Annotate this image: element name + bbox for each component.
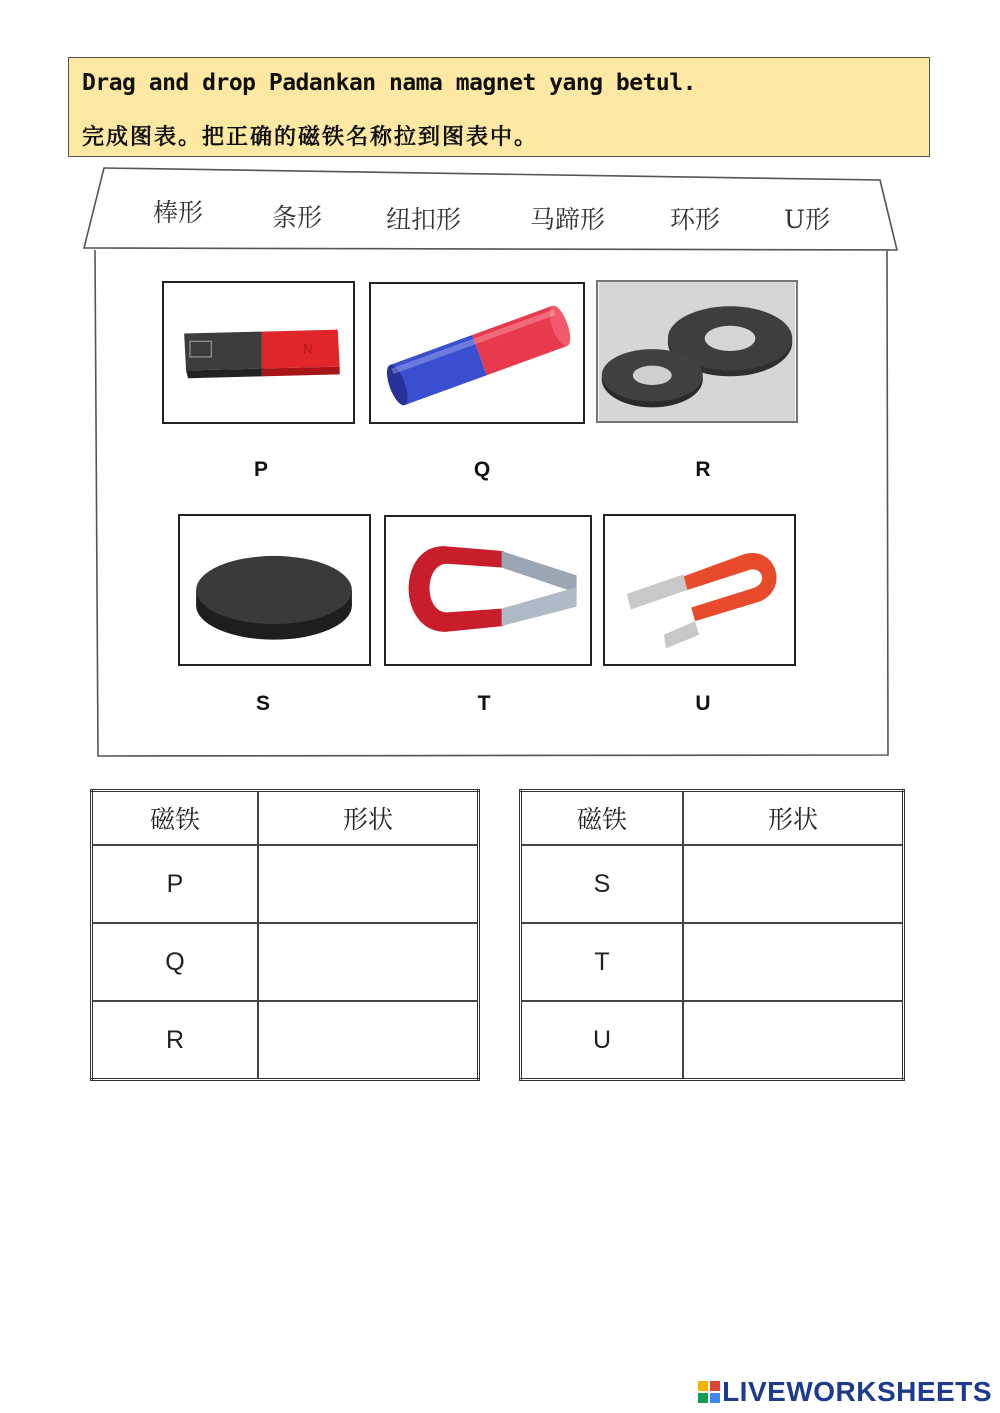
- cylinder-magnet-picture: [369, 282, 585, 424]
- word-niukou-xing[interactable]: 纽扣形: [386, 205, 462, 234]
- answer-table-left: [90, 789, 480, 1081]
- brand-name: LIVEWORKSHEETS: [722, 1376, 992, 1407]
- table-header-magnet: 磁铁: [92, 791, 259, 846]
- table-row: [521, 1001, 904, 1080]
- table-row: [92, 1001, 479, 1080]
- u-magnet-picture: [603, 514, 796, 666]
- letter-label-t: T: [477, 692, 491, 715]
- table-header-magnet: 磁铁: [521, 791, 684, 846]
- word-u-xing[interactable]: U形: [784, 205, 831, 234]
- row-letter-s: S: [521, 845, 684, 923]
- letter-label-p: P: [253, 458, 268, 481]
- letter-label-s: S: [255, 692, 270, 715]
- liveworksheets-icon: [698, 1381, 720, 1403]
- row-letter-u: U: [521, 1001, 684, 1080]
- drop-zone-p[interactable]: [258, 845, 479, 923]
- button-magnet-picture: [178, 514, 371, 666]
- drop-zone-q[interactable]: [258, 923, 479, 1001]
- word-bang-xing[interactable]: 棒形: [153, 198, 204, 227]
- table-header-shape: 形状: [258, 791, 479, 846]
- drop-zone-u[interactable]: [683, 1001, 904, 1080]
- row-letter-q: Q: [92, 923, 259, 1001]
- letter-label-q: Q: [473, 458, 491, 481]
- drop-zone-t[interactable]: [683, 923, 904, 1001]
- svg-text:N: N: [302, 341, 313, 358]
- letter-label-u: U: [695, 692, 711, 715]
- table-row: [92, 845, 479, 923]
- bar-magnet-picture: [162, 281, 355, 424]
- ring-magnets-picture: [596, 280, 798, 423]
- table-header-shape: 形状: [683, 791, 904, 846]
- letter-label-r: R: [695, 458, 711, 481]
- drop-zone-s[interactable]: [683, 845, 904, 923]
- table-row: [92, 923, 479, 1001]
- row-letter-p: P: [92, 845, 259, 923]
- row-letter-r: R: [92, 1001, 259, 1080]
- table-row: [521, 923, 904, 1001]
- word-huan-xing[interactable]: 环形: [670, 205, 721, 234]
- word-mati-xing[interactable]: 马蹄形: [530, 205, 606, 234]
- liveworksheets-logo: [698, 1376, 992, 1408]
- answer-table-right: [519, 789, 905, 1081]
- table-row: [521, 845, 904, 923]
- row-letter-t: T: [521, 923, 684, 1001]
- horseshoe-magnet-picture: [384, 515, 592, 666]
- instruction-text-malay: Drag and drop Padankan nama magnet yang betul.: [82, 70, 696, 96]
- drop-zone-r[interactable]: [258, 1001, 479, 1080]
- word-tiao-xing[interactable]: 条形: [272, 203, 323, 232]
- instruction-text-chinese: 完成图表。把正确的磁铁名称拉到图表中。: [82, 125, 539, 150]
